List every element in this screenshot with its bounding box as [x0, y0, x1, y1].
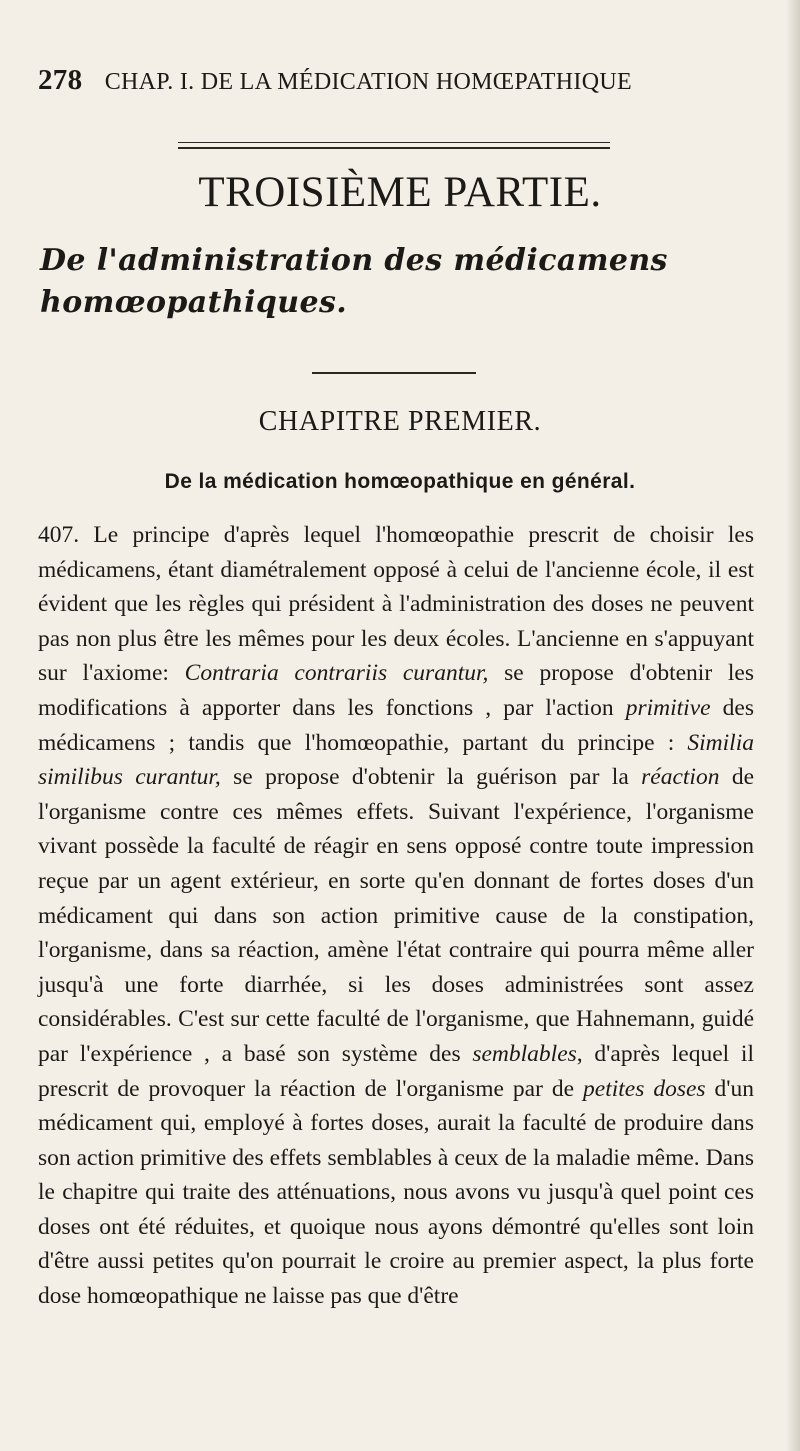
part-subtitle: De l'administration des médicamens homœopathiques.	[40, 243, 668, 320]
chapter-subtitle: De la médication homœopathique en général.	[164, 470, 636, 493]
chapter-title: CHAPITRE PREMIER.	[258, 406, 542, 437]
text-run: se propose d'obtenir la guérison par la	[220, 764, 642, 791]
text-run: se propose d'obtenir les modifications à apporter dans les fonctions , par l'action	[38, 660, 754, 721]
page-edge-shadow	[786, 0, 800, 1451]
page-number: 278	[38, 64, 83, 96]
double-rule-divider	[178, 142, 610, 149]
text-run: des médicamens ; tandis que l'homœopathie, partant du principe :	[38, 694, 755, 756]
emphasis-semblables: semblables	[472, 1040, 577, 1067]
short-rule-divider	[312, 372, 476, 374]
running-head-text: CHAP. I. DE LA MÉDICATION HOMŒPATHIQUE	[104, 69, 632, 95]
latin-maxim-contraria: Contraria contrariis curantur,	[184, 660, 489, 687]
text-run: 407. Le principe d'après lequel l'homœopathie prescrit de choisir les médicamens, étant diamétralement opposé à celui de l'ancienne école, il est évident que les règles qui président à l'administration des doses ne peuvent pas non plus être les mêmes pour les deux écoles. L'ancienne en s'appuyant sur l'axiome:	[38, 522, 754, 687]
text-run: d'un médicament qui, employé à fortes doses, aurait la faculté de produire dans son action primitive des effets semblables à ceux de la maladie même. Dans le chapitre qui traite des atténuations, nous avons vu jusqu'à quel point ces doses ont été réduites, et quoique nous ayons démontré qu'elles sont loin d'être aussi petites qu'on pourrait le croire au premier aspect, la plus forte dose homœopathique ne laisse pas que d'être	[38, 1075, 754, 1310]
text-run: de l'organisme contre ces mêmes effets. Suivant l'expérience, l'organisme vivant possède la faculté de réagir en sens opposé contre toute impression reçue par un agent extérieur, en sorte qu'en donnant de fortes doses d'un médicament qui dans son action primitive cause de la constipation, l'organisme, dans sa réaction, amène l'état contraire qui pourra même aller jusqu'à une forte diarrhée, si les doses administrées sont assez considérables. C'est sur cette faculté de l'organisme, que Hahnemann, guidé par l'expérience , a basé son système des	[38, 764, 755, 1067]
emphasis-primitive: primitive	[625, 694, 711, 721]
latin-maxim-similia: Similia similibus curantur,	[38, 729, 754, 791]
emphasis-petites-doses: petites doses	[583, 1075, 706, 1102]
running-head	[38, 64, 738, 97]
text-run: , d'après lequel il prescrit de provoquer la réaction de l'organisme par de	[38, 1040, 754, 1102]
body-paragraph	[38, 518, 754, 1314]
part-title: TROISIÈME PARTIE.	[198, 169, 602, 216]
emphasis-reaction: réaction	[641, 764, 720, 791]
